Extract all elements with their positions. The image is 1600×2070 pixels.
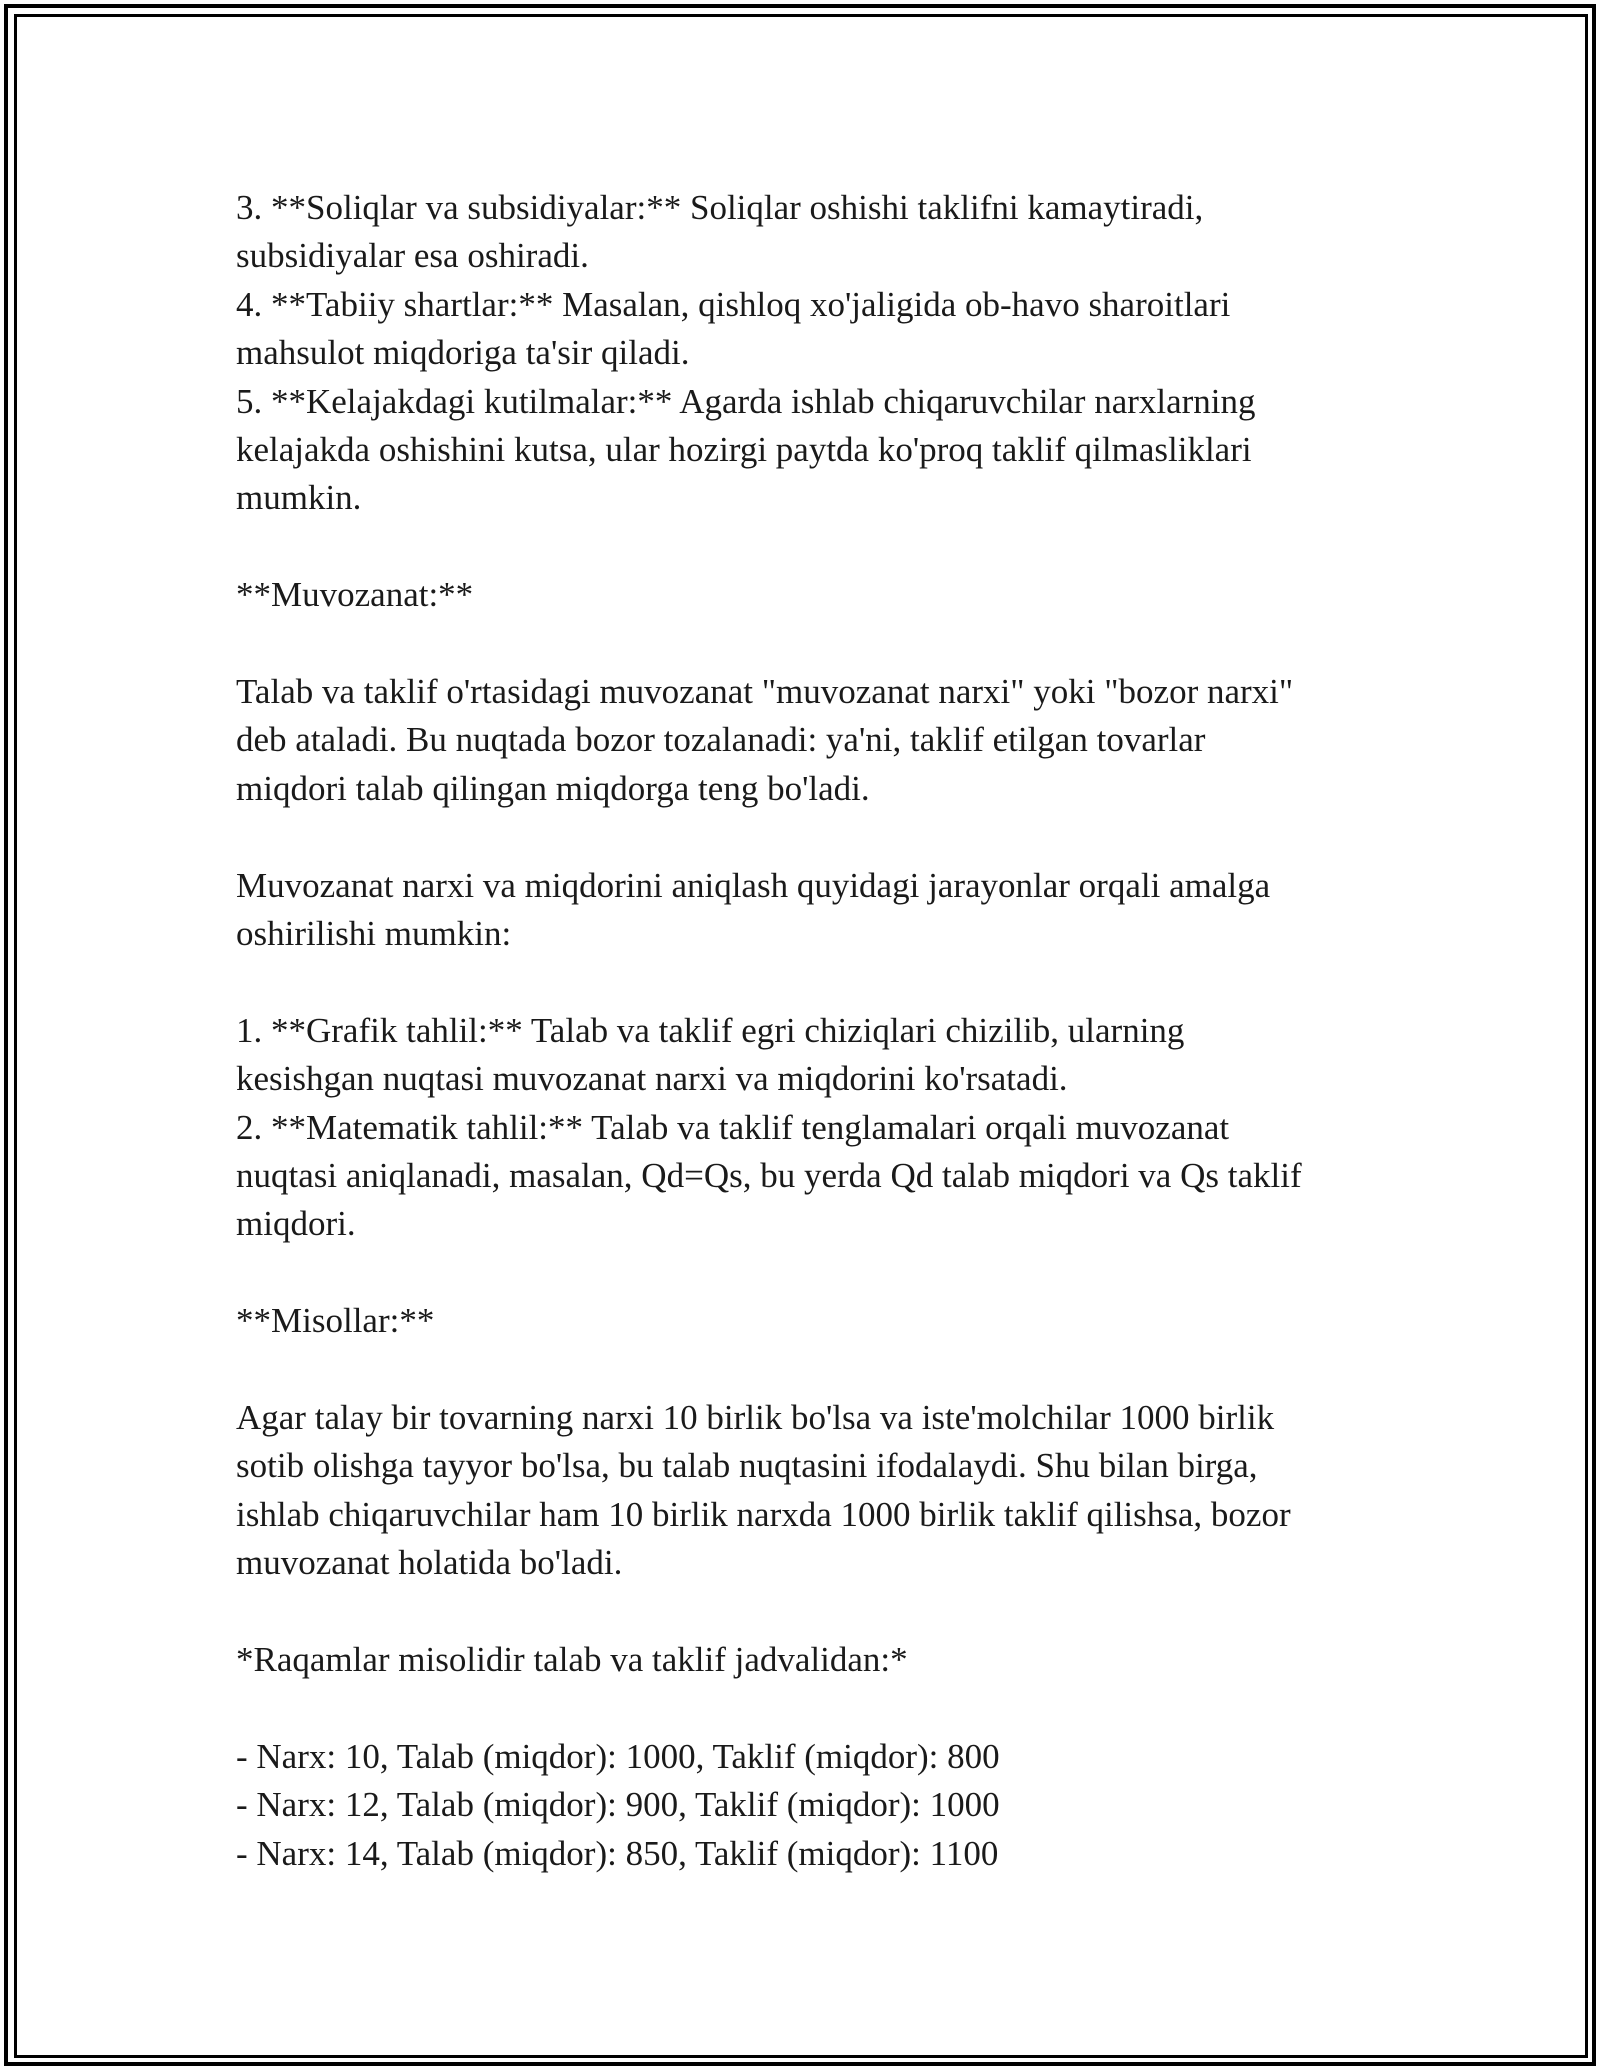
- text-line: kelajakda oshishini kutsa, ular hozirgi paytda ko'proq taklif qilmasliklari: [236, 430, 1252, 470]
- text-line: sotib olishga tayyor bo'lsa, bu talab nuqtasini ifodalaydi. Shu bilan birga,: [236, 1446, 1258, 1486]
- text-line: miqdori talab qilingan miqdorga teng bo'ladi.: [236, 768, 870, 808]
- paragraph-gap: [236, 523, 1376, 571]
- text-line: muvozanat holatida bo'ladi.: [236, 1543, 623, 1583]
- text-line: Muvozanat narxi va miqdorini aniqlash quyidagi jarayonlar orqali amalga: [236, 865, 1271, 905]
- text-line: ishlab chiqaruvchilar ham 10 birlik narxda 1000 birlik taklif qilishsa, bozor: [236, 1494, 1291, 1534]
- factors-list: [236, 184, 1376, 523]
- methods-intro-paragraph: [236, 862, 1376, 959]
- paragraph-gap: [236, 813, 1376, 861]
- list-item: - Narx: 14, Talab (miqdor): 850, Taklif (miqdor): 1100: [236, 1833, 999, 1873]
- text-line: 2. **Matematik tahlil:** Talab va taklif tenglamalari orqali muvozanat: [236, 1107, 1230, 1147]
- section-heading-muvozanat: **Muvozanat:**: [236, 575, 474, 615]
- text-line: nuqtasi aniqlanadi, masalan, Qd=Qs, bu yerda Qd talab miqdori va Qs taklif: [236, 1156, 1302, 1196]
- text-line: Talab va taklif o'rtasidagi muvozanat "muvozanat narxi" yoki "bozor narxi": [236, 672, 1294, 712]
- text-line: 1. **Grafik tahlil:** Talab va taklif egri chiziqlari chizilib, ularning: [236, 1010, 1185, 1050]
- list-item: - Narx: 10, Talab (miqdor): 1000, Taklif (miqdor): 800: [236, 1736, 1000, 1776]
- text-line: deb ataladi. Bu nuqtada bozor tozalanadi: ya'ni, taklif etilgan tovarlar: [236, 720, 1206, 760]
- supply-demand-list: [236, 1733, 1376, 1878]
- document-body: [236, 184, 1376, 1878]
- text-line: oshirilishi mumkin:: [236, 914, 512, 954]
- table-intro: *Raqamlar misolidir talab va taklif jadvalidan:*: [236, 1640, 908, 1680]
- section-heading-misollar: **Misollar:**: [236, 1301, 435, 1341]
- paragraph-gap: [236, 1684, 1376, 1732]
- text-line: subsidiyalar esa oshiradi.: [236, 236, 589, 276]
- paragraph-gap: [236, 958, 1376, 1006]
- methods-list: [236, 1007, 1376, 1249]
- paragraph-gap: [236, 1249, 1376, 1297]
- paragraph-gap: [236, 1346, 1376, 1394]
- text-line: miqdori.: [236, 1204, 356, 1244]
- equilibrium-paragraph: [236, 668, 1376, 813]
- text-line: Agar talay bir tovarning narxi 10 birlik bo'lsa va iste'molchilar 1000 birlik: [236, 1398, 1275, 1438]
- text-line: mumkin.: [236, 478, 362, 518]
- list-item: - Narx: 12, Talab (miqdor): 900, Taklif (miqdor): 1000: [236, 1785, 1000, 1825]
- text-line: 4. **Tabiiy shartlar:** Masalan, qishloq xo'jaligida ob-havo sharoitlari: [236, 284, 1231, 324]
- paragraph-gap: [236, 1588, 1376, 1636]
- text-line: 3. **Soliqlar va subsidiyalar:** Soliqlar oshishi taklifni kamaytiradi,: [236, 188, 1204, 227]
- text-line: 5. **Kelajakdagi kutilmalar:** Agarda ishlab chiqaruvchilar narxlarning: [236, 381, 1256, 421]
- text-line: mahsulot miqdoriga ta'sir qiladi.: [236, 333, 690, 373]
- text-line: kesishgan nuqtasi muvozanat narxi va miqdorini ko'rsatadi.: [236, 1059, 1068, 1099]
- example-paragraph: [236, 1394, 1376, 1588]
- paragraph-gap: [236, 620, 1376, 668]
